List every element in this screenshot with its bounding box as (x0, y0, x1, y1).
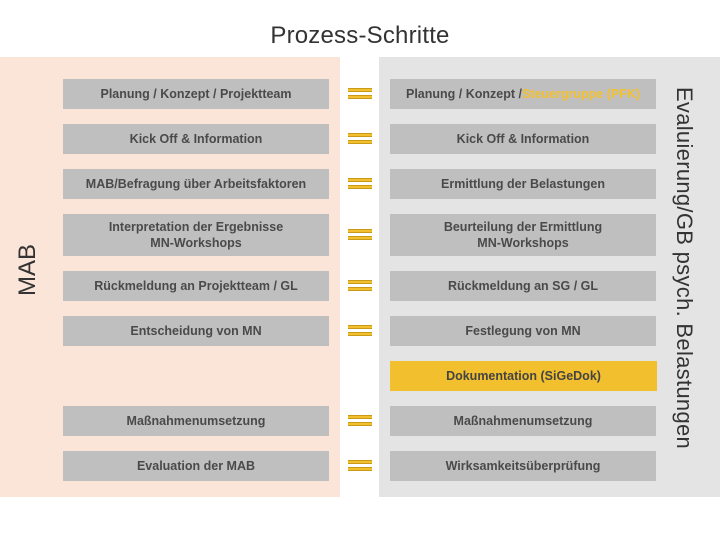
step-right-2: Kick Off & Information (390, 124, 656, 154)
step-right-5: Rückmeldung an SG / GL (390, 271, 656, 301)
diagram-title: Prozess-Schritte (270, 22, 450, 49)
step-right-4-line1: Beurteilung der Ermittlung (443, 220, 603, 234)
step-right-1 (390, 79, 656, 109)
step-left-9: Evaluation der MAB (63, 451, 329, 481)
step-left-1: Planung / Konzept / Projektteam (63, 79, 329, 109)
step-right-9: Wirksamkeitsüberprüfung (390, 451, 656, 481)
step-left-3: MAB/Befragung über Arbeitsfaktoren (63, 169, 329, 199)
equals-icon (348, 460, 372, 472)
step-left-2: Kick Off & Information (63, 124, 329, 154)
step-right-1-accent: Steuergruppe (PFK) (521, 87, 641, 101)
equals-icon (348, 415, 372, 427)
equals-icon (348, 133, 372, 145)
step-left-5: Rückmeldung an Projektteam / GL (63, 271, 329, 301)
equals-icon (348, 88, 372, 100)
step-right-6: Festlegung von MN (390, 316, 656, 346)
step-left-8: Maßnahmenumsetzung (63, 406, 329, 436)
mab-label: MAB (14, 243, 41, 297)
step-left-4-line1: Interpretation der Ergebnisse (108, 220, 284, 234)
step-left-4 (63, 214, 329, 256)
equals-icon (348, 178, 372, 190)
equals-icon (348, 229, 372, 241)
step-right-documentation: Dokumentation (SiGeDok) (390, 361, 657, 391)
step-right-8: Maßnahmenumsetzung (390, 406, 656, 436)
step-right-4-line2: MN-Workshops (477, 236, 569, 250)
step-left-4-line2: MN-Workshops (150, 236, 242, 250)
evaluierung-label: Evaluierung/GB psych. Belastungen (672, 86, 697, 450)
step-right-1-text: Planung / Konzept / (405, 87, 522, 101)
step-right-3: Ermittlung der Belastungen (390, 169, 656, 199)
step-right-4 (390, 214, 656, 256)
equals-icon (348, 280, 372, 292)
equals-icon (348, 325, 372, 337)
step-left-6: Entscheidung von MN (63, 316, 329, 346)
